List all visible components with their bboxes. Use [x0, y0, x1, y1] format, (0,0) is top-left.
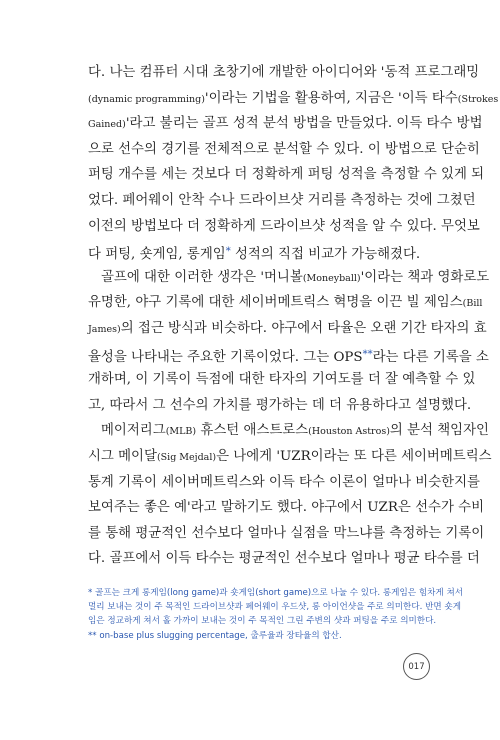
text-line: 유명한, 야구 기록에 대한 세이버메트릭스 혁명을 이끈 빌 제임스(Bill [88, 295, 483, 311]
text-line: 를 통해 평균적인 선수보다 얼마나 실점을 막느냐를 측정하는 기록이 [88, 525, 485, 541]
text-line: 메이저리그(MLB) 휴스턴 애스트로스(Houston Astros)의 분석 책임자인 [101, 423, 489, 439]
body-text [88, 60, 499, 572]
text-line: 었다. 페어웨이 안착 수나 드라이브샷 거리를 측정하는 것에 그쳤던 [88, 192, 476, 208]
text-line: 다 퍼팅, 숏게임, 롱게임* 성적의 직접 비교가 가능해졌다. [88, 246, 421, 263]
text-line: 퍼팅 개수를 세는 것보다 더 정확하게 퍼팅 성적을 측정할 수 있게 되 [88, 167, 485, 183]
text-line: 다. 나는 컴퓨터 시대 초창기에 개발한 아이디어와 '동적 프로그래밍 [88, 65, 480, 80]
footnote-marker: ** [362, 348, 373, 360]
text-line: Gained)'라고 불리는 골프 성적 분석 방법을 만들었다. 이득 타수 방법 [88, 116, 483, 132]
text-line: 시그 메이달(Sig Mejdal)은 나에게 'UZR이라는 또 다른 세이버메트릭스 [88, 448, 492, 464]
text-line: 골프에 대한 이러한 생각은 '머니볼(Moneyball)'이라는 책과 영화로도 [101, 269, 490, 285]
text-line: (dynamic programming)'이라는 기법을 활용하여, 지금은 '이득 타수(Strokes [88, 90, 499, 106]
text-line: 통계 기록이 세이버메트릭스와 이득 타수 이론이 얼마나 비슷한지를 [88, 474, 480, 490]
footnote-line: * 골프는 크게 롱게임(long game)과 숏게임(short game)으로 나눌 수 있다. 롱게임은 힘차게 쳐서 [88, 588, 464, 598]
footnote-line: ** on-base plus slugging percentage, 출루율과 장타율의 합산. [88, 630, 342, 641]
footnotes [88, 586, 464, 643]
footnote-line: 멀리 보내는 것이 주 목적인 드라이브샷과 페어웨이 우드샷, 롱 아이언샷을 주로 의미한다. 반면 숏게 [88, 602, 462, 613]
text-line: 개하며, 이 기록이 득점에 대한 타자의 기여도를 더 잘 예측할 수 있 [88, 372, 476, 388]
text-line: 보여주는 좋은 예'라고 말하기도 했다. 야구에서 UZR은 선수가 수비 [88, 500, 485, 516]
text-line: 고, 따라서 그 선수의 가치를 평가하는 데 더 유용하다고 설명했다. [88, 397, 472, 413]
text-line: 이전의 방법보다 더 정확하게 드라이브샷 성적을 알 수 있다. 무엇보 [88, 218, 480, 234]
page-number: 017 [403, 653, 430, 680]
text-line: James)의 접근 방식과 비슷하다. 야구에서 타율은 오랜 기간 타자의 효 [88, 320, 487, 336]
footnote-marker: * [225, 246, 231, 258]
text-line: 으로 선수의 경기를 전체적으로 분석할 수 있다. 이 방법으로 단순히 [88, 141, 480, 157]
text-line: 다. 골프에서 이득 타수는 평균적인 선수보다 얼마나 평균 타수를 더 [88, 551, 480, 567]
footnote-line: 임은 정교하게 쳐서 홀 가까이 보내는 것이 주 목적인 그린 주변의 샷과 퍼팅을 주로 의미한다. [88, 616, 437, 627]
text-line: 율성을 나타내는 주요한 기록이었다. 그는 OPS**라는 다른 기록을 소 [88, 348, 489, 365]
